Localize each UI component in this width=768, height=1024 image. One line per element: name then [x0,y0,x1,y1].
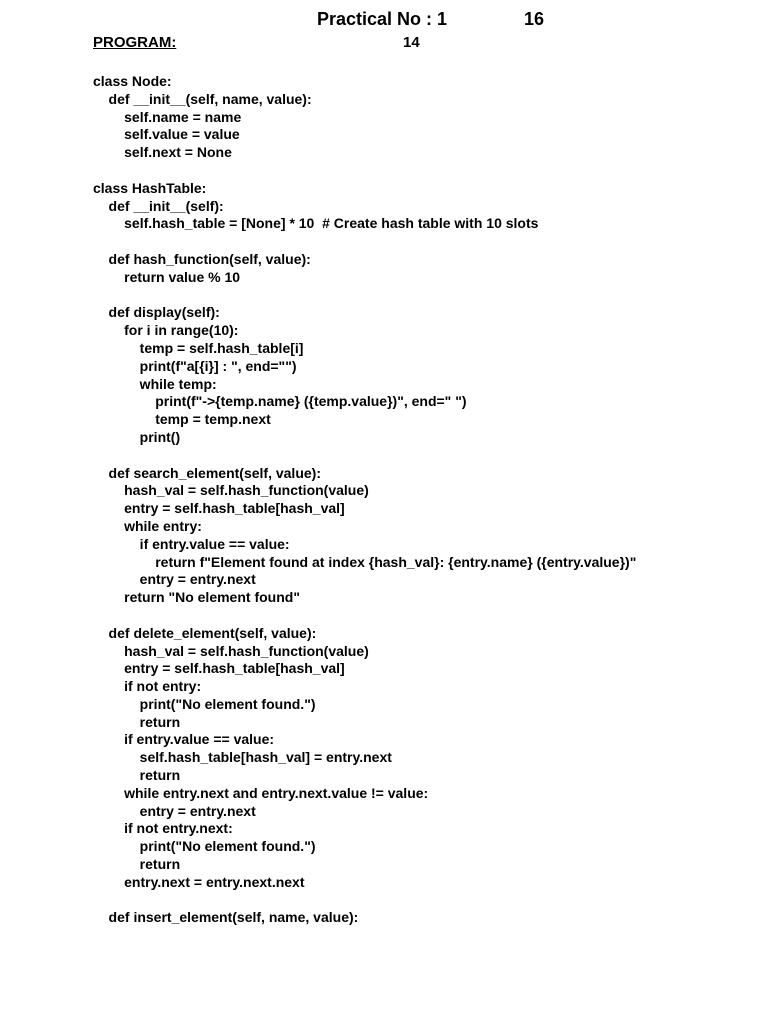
code-line: class HashTable: [93,179,207,196]
code-line: self.hash_table[hash_val] = entry.next [93,749,392,766]
code-line: def search_element(self, value): [93,464,321,481]
page-number: 16 [524,9,545,29]
code-line: return "No element found" [93,589,300,606]
code-line: print(f"->{temp.name} ({temp.value})", end=" ") [93,393,467,410]
code-line: for i in range(10): [93,322,239,339]
code-line: self.value = value [93,126,240,143]
code-line: def __init__(self): [93,197,224,214]
code-line: hash_val = self.hash_function(value) [93,642,369,659]
code-line: temp = temp.next [93,411,271,428]
code-line: return [93,713,181,730]
code-line: return value % 10 [93,268,241,285]
code-line: entry.next = entry.next.next [93,873,305,890]
code-line [93,607,733,625]
code-line: self.next = None [93,144,232,161]
code-line: def insert_element(self, name, value): [93,909,359,926]
code-line: if not entry.next: [93,820,233,837]
code-line: if not entry: [93,678,202,695]
code-line: print("No element found.") [93,695,316,712]
code-line: print("No element found.") [93,838,316,855]
code-line: return [93,767,181,784]
code-line: def display(self): [93,304,220,321]
code-block [93,73,733,927]
program-label: PROGRAM: [93,34,177,51]
code-line: def delete_element(self, value): [93,624,317,641]
code-line: entry = entry.next [93,802,256,819]
code-line: return [93,856,181,873]
code-line [93,162,733,180]
code-line [93,892,733,910]
code-line: entry = self.hash_table[hash_val] [93,500,345,517]
code-line: entry = entry.next [93,571,256,588]
code-line: return f"Element found at index {hash_val}: {entry.name} ({entry.value})" [93,553,637,570]
code-line: hash_val = self.hash_function(value) [93,482,369,499]
code-line: self.hash_table = [None] * 10 # Create hash table with 10 slots [93,215,539,232]
code-line: while temp: [93,375,217,392]
code-line: while entry.next and entry.next.value != value: [93,784,429,801]
code-line [93,233,733,251]
code-line: while entry: [93,517,202,534]
code-line: def hash_function(self, value): [93,250,311,267]
code-line: self.name = name [93,108,242,125]
page-title: Practical No : 1 [317,9,448,29]
code-line: print(f"a[{i}] : ", end="") [93,357,297,374]
code-line: print() [93,428,181,445]
code-line: class Node: [93,73,172,89]
code-line: if entry.value == value: [93,731,275,748]
program-number: 14 [403,34,420,51]
code-line [93,287,733,305]
program-header [93,34,421,51]
code-line: def __init__(self, name, value): [93,90,312,107]
code-line: if entry.value == value: [93,535,290,552]
code-line: temp = self.hash_table[i] [93,339,304,356]
code-line: entry = self.hash_table[hash_val] [93,660,345,677]
code-line [93,447,733,465]
